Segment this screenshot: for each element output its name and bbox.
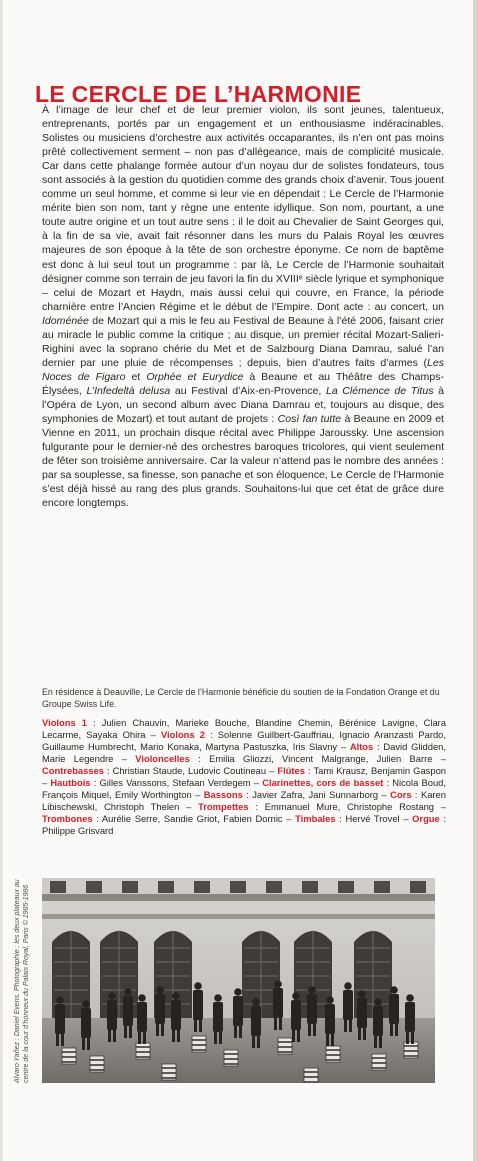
section-members: : Karen Libischewski, Christoph Thelen [42, 789, 446, 813]
section-members: : Hervé Trovel [335, 813, 400, 825]
musician-figure [172, 1028, 175, 1042]
section-name: Orgue [412, 813, 440, 825]
window-shape [158, 881, 174, 893]
musician-figure [325, 1004, 335, 1034]
musician-figure [56, 1032, 59, 1046]
window-shape [122, 881, 138, 893]
musician-figure [326, 996, 334, 1004]
section-name: Hautbois [50, 777, 91, 789]
work-title: Idoménée [42, 314, 89, 327]
musician-figure [390, 1022, 393, 1036]
section-name: Violons 1 [42, 717, 87, 728]
musician-figure [363, 1026, 366, 1040]
musician-figure [344, 1018, 347, 1032]
photo-credit: Alvaro Yañez : Daniel Evens. Photographie : les deux plateaux au centre de la cour d’honneur du Palais Royal, Paris © 1985-1986 [14, 879, 30, 1083]
section-members: : Emilia Gliozzi, Vincent Malgrange, Julien Barre [189, 753, 433, 765]
musician-figure [55, 1004, 65, 1034]
musician-figure [108, 1028, 111, 1042]
musician-figure [349, 1018, 352, 1032]
section-members: : Aurélie Serre, Sandie Griot, Fabien Dornic [92, 813, 283, 825]
window-shape [374, 881, 390, 893]
musician-figure [395, 1022, 398, 1036]
musician-figure [219, 1030, 222, 1044]
musician-figure [326, 1032, 329, 1046]
musician-figure [123, 996, 133, 1026]
section-members: : Javier Zafra, Jani Sunnarborg [242, 789, 379, 801]
musician-figure [56, 996, 64, 1004]
musician-figure [343, 990, 353, 1020]
musician-figure [213, 1002, 223, 1032]
musician-figure [87, 1036, 90, 1050]
musician-figure [331, 1032, 334, 1046]
musician-figure [291, 1000, 301, 1030]
musician-figure [234, 1024, 237, 1038]
section-members: : Tami Krausz, Benjamin Gaspon [304, 765, 446, 777]
section-name: Cors [390, 789, 412, 801]
musician-figure [177, 1028, 180, 1042]
musician-figure [129, 1024, 132, 1038]
musician-list: Violons 1 : Julien Chauvin, Marieke Bouche, Blandine Chemin, Bérénice Lavigne, Clara Lecarme, Sayaka Ohira – Violons 2 : Solenne Guilbert-Gauffriau, Ignacio Aranzasti Pardo, Guillaume Humbrecht, Mario Konaka, Martyna Pastuszka, Iris Slavny – Altos : David Glidden, Marie Legendre – Violoncelles : Emilia Gliozzi, Vincent Malgrange, Julien Barre – Contrebasses : Christian Staude, Ludovic Coutineau – Flûtes : Tami Krausz, Benjamin Gaspon – Hautbois : Gilles Vanssons, Stefaan Verdegem – Clarinettes, cors de basset : Nicola Boud, François Miquel, Emily Worthington – Bassons : Javier Zafra, Jani Sunnarborg – Cors : Karen Libischewski, Christoph Thelen – Trompettes : Emmanuel Mure, Christophe Rostang – Trombones : Aurélie Serre, Sandie Griot, Fabien Dornic – Timbales : Hervé Trovel – Orgue : Philippe Grisvard [42, 717, 446, 837]
musician-figure [143, 1030, 146, 1044]
section-name: Violons 2 [160, 729, 205, 741]
musician-figure [81, 1008, 91, 1038]
musician-figure [344, 982, 352, 990]
text-run: À l’image de leur chef et de leur premier violon, ils sont jeunes, talentueux, entreprenants, portés par un engagement et un enthousiasme indéracinables. Solistes ou musiciens d’orchestre aux activités occaparantes, ils n’en ont pas moins prêté collectivement serment – non pas d’allégeance, mais de complicité musicale. Car dans cette phalange formée autour d’un noyau dur de solistes fondateurs, tous sont associés à la gestion du quotidien comme des grands choix d’avenir. Tous jouent comme un seul homme, et comme si leur vie en dépendait : Le Cercle de l’Harmonie mérite bien son nom, tant y règne une entente idyllique. Son nom, pourtant, a une toute autre origine et un tout autre sens : il le doit au Chevalier de Saint Georges qui, à la fin de sa vie, avait fait résonner dans les murs du Palais Royal les œuvres majeures de son époque à la tête de son orchestre éponyme. Ce nom de baptême est donc à lui seul tout un programme : par là, Le Cercle de l’Harmonie souhaitait désigner comme son terrain de jeu favori la fin du XVIIIᵉ siècle lyrique et symphonique – celui de Mozart et Haydn, mais aussi celui qui couvre, en France, la période charnière entre l’Ancien Régime et le début de l’Empire. Dont acte : au concert, un [42, 104, 444, 313]
musician-figure [138, 1030, 141, 1044]
window-shape [302, 881, 318, 893]
musician-figure [239, 1024, 242, 1038]
musician-figure [374, 998, 382, 1006]
musician-figure [374, 1034, 377, 1048]
musician-figure [358, 1026, 361, 1040]
musician-figure [373, 1006, 383, 1036]
musician-figure [379, 1034, 382, 1048]
section-name: Trombones [42, 813, 93, 825]
article-paragraph [42, 103, 444, 510]
window-shape [50, 881, 66, 893]
musician-figure [252, 998, 260, 1006]
text-run: à Beaune en 2009 et Vienne en 2011, un prochain disque récital avec Philippe Jaroussky. Une ascension fulgurante pour le dernier-né des orchestres baroques tricolores, qui vient seulement de fêter son troisième anniversaire. Car la valeur n’attend pas le nombre des années : par sa souplesse, sa finesse, son panache et son éloquence, Le Cercle de l’Harmonie s’est déjà hissé au rang des plus grands. Souhaitons-lui que cet état de grâce dure encore longtemps. [42, 413, 444, 510]
section-members: : Christian Staude, Ludovic Coutineau [104, 765, 267, 777]
musician-figure [406, 1030, 409, 1044]
musician-figure [411, 1030, 414, 1044]
musician-figure [405, 1002, 415, 1032]
musician-figure [107, 1000, 117, 1030]
musician-figure [308, 1022, 311, 1036]
section-members: : Nicola Boud, François Miquel, Emily Worthington [42, 777, 446, 801]
musician-figure [252, 1034, 255, 1048]
window-shape [86, 881, 102, 893]
musician-figure [124, 988, 132, 996]
window-shape [410, 881, 426, 893]
musician-figure [156, 1022, 159, 1036]
musician-figure [137, 1002, 147, 1032]
section-members: : Gilles Vanssons, Stefaan Verdegem [90, 777, 251, 789]
work-title: Così fan tutte [277, 413, 342, 426]
musician-figure [308, 986, 316, 994]
text-run: au Festival d’Aix-en-Provence, [174, 384, 322, 397]
musician-figure [358, 990, 366, 998]
section-members: : David Glidden, Marie Legendre [42, 741, 446, 765]
musician-figure [124, 1024, 127, 1038]
musician-figure [194, 982, 202, 990]
musician-figure [234, 988, 242, 996]
musician-figure [233, 996, 243, 1026]
work-title: L’Infedeltà delusa [86, 384, 171, 397]
musician-figure [171, 1000, 181, 1030]
musician-figure [156, 986, 164, 994]
musician-figure [389, 994, 399, 1024]
column-pedestal [304, 1068, 318, 1083]
section-members: : Emmanuel Mure, Christophe Rostang [248, 801, 435, 813]
musician-figure [61, 1032, 64, 1046]
musician-figure [273, 988, 283, 1018]
musician-figure [274, 1016, 277, 1030]
section-name: Contrebasses [42, 765, 105, 777]
musician-figure [113, 1028, 116, 1042]
work-title: Les Noces de Figaro [42, 356, 444, 383]
musician-figure [214, 994, 222, 1002]
section-name: Timbales [295, 813, 336, 825]
musician-figure [274, 980, 282, 988]
section-name: Violoncelles [135, 753, 190, 765]
section-members: : Solenne Guilbert-Gauffriau, Ignacio Aranzasti Pardo, Guillaume Humbrecht, Mario Konaka, Martyna Pastuszka, Iris Slavny [42, 729, 446, 753]
musician-figure [155, 994, 165, 1024]
musician-figure [214, 1030, 217, 1044]
work-title: La Clémence de Titus [325, 384, 434, 397]
section-name: Bassons [203, 789, 243, 801]
section-name: Clarinettes, cors de basset [262, 777, 384, 789]
musician-figure [257, 1034, 260, 1048]
musician-figure [194, 1018, 197, 1032]
musician-figure [138, 994, 146, 1002]
window-shape [230, 881, 246, 893]
musician-figure [193, 990, 203, 1020]
musician-figure [82, 1036, 85, 1050]
orchestra-photo-drawing [42, 878, 435, 1083]
text-run: à l’Opéra de Lyon, un second album avec Diana Damrau et, toujours au disque, des symphonies de Mozart) et tout autant de projets : [42, 384, 445, 426]
musician-figure [390, 986, 398, 994]
musician-figure [82, 1000, 90, 1008]
musician-figure [357, 998, 367, 1028]
window-shape [266, 881, 282, 893]
window-shape [338, 881, 354, 893]
musician-figure [161, 1022, 164, 1036]
musician-figure [251, 1006, 261, 1036]
work-title: Orphée et Eurydice [146, 370, 244, 383]
text-run: de Mozart qui a mis le feu au Festival de Beaune à l’été 2006, faisant crier au miracle le public comme la critique ; au disque, un premier récital Mozart-Salieri-Righini avec la soprano chérie du Met et de Salzbourg Diana Damrau, salué l’an dernier par une pluie de récompenses ; depuis, bien d’autres faits d’armes ( [42, 314, 445, 369]
window-shape [194, 881, 210, 893]
section-members: : Julien Chauvin, Marieke Bouche, Blandine Chemin, Bérénice Lavigne, Clara Lecarme, Sayaka Ohira [42, 717, 446, 741]
musician-figure [297, 1028, 300, 1042]
musician-figure [108, 992, 116, 1000]
musician-figure [292, 992, 300, 1000]
section-name: Flûtes [277, 765, 305, 777]
musician-figure [199, 1018, 202, 1032]
section-name: Altos [349, 741, 374, 753]
text-run: à Beaune et au Théâtre des Champs-Élysées, [42, 370, 444, 397]
musician-figure [292, 1028, 295, 1042]
section-name: Trompettes [198, 801, 249, 813]
residence-note: En résidence à Deauville, Le Cercle de l’Harmonie bénéficie du soutien de la Fondation Orange et du Groupe Swiss Life. [42, 687, 440, 709]
musician-figure [406, 994, 414, 1002]
musician-figure [172, 992, 180, 1000]
article-body [42, 103, 444, 510]
musician-figure [279, 1016, 282, 1030]
musician-figure [313, 1022, 316, 1036]
section-members: : Philippe Grisvard [42, 813, 446, 837]
page-title: LE CERCLE DE L’HARMONIE [35, 81, 362, 108]
text-run: et [131, 370, 141, 383]
musician-figure [307, 994, 317, 1024]
orchestra-photo [42, 878, 435, 1083]
